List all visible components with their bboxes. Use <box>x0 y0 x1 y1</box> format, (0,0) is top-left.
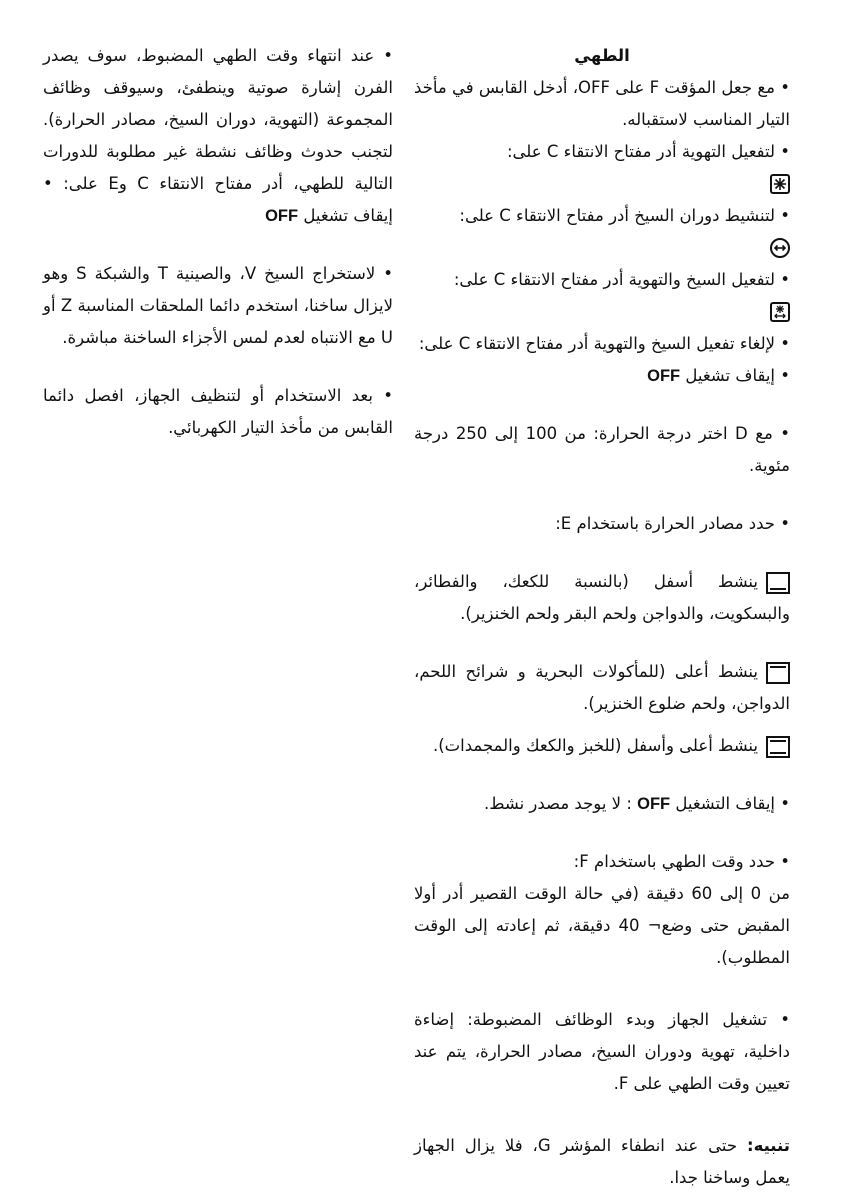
cooking-time-detail: من 0 إلى 60 دقيقة (في حالة الوقت القصير أدر أولا المقبض حتى وضع¬ 40 دقيقة، ثم إعادته إلى الوقت المطلوب). <box>414 884 790 967</box>
warning-label: تنبيه: <box>746 1136 790 1155</box>
end-of-cooking-text: • عند انتهاء وقت الطهي المضبوط، سوف يصدر الفرن إشارة صوتية وينطفئ، وسيوقف وظائف المجموعة (التهوية، دوران السيخ، مصادر الحرارة). لتجنب حدوث وظائف نشطة غير مطلوبة للدورات التالية للطهي، أدر مفتاح الانتقاء C وE على: • إيقاف تشغيل <box>43 46 393 225</box>
off-no-source-post: : لا يوجد مصدر نشط. <box>483 794 638 813</box>
section-heading: الطهي <box>574 46 630 65</box>
heat-top-bottom-text: ينشط أعلى وأسفل (للخبز والكعك والمجمدات). <box>432 736 758 755</box>
unplug-instruction: • بعد الاستخدام أو لتنظيف الجهاز، افصل دائما القابس من مأخذ التيار الكهربائي. <box>43 386 393 437</box>
fan-icon <box>770 174 790 194</box>
heat-bottom-text: ينشط أسفل (بالنسبة للكعك، والفطائر، والبسكويت، والدواجن ولحم البقر ولحم الخنزير). <box>414 572 790 623</box>
spit-rotation-icon <box>770 238 790 258</box>
top-heat-icon <box>766 662 790 684</box>
off-label: OFF <box>637 795 671 813</box>
left-column <box>43 40 393 444</box>
warning-note <box>414 1130 790 1194</box>
spit-instruction: • لتنشيط دوران السيخ أدر مفتاح الانتقاء C على: <box>459 206 790 225</box>
bottom-heat-icon <box>766 572 790 594</box>
start-appliance-instruction: • تشغيل الجهاز وبدء الوظائف المضبوطة: إضاءة داخلية، تهوية ودوران السيخ، مصادر الحرارة، يتم عند تعيين وقت الطهي على F. <box>414 1010 790 1093</box>
spit-fan-icon <box>770 302 790 322</box>
end-of-cooking-instruction <box>43 40 393 232</box>
timer-instruction: • مع جعل المؤقت F على OFF، أدخل القابس في مأخذ التيار المناسب لاستقباله. <box>414 78 790 129</box>
right-column <box>414 40 790 1194</box>
heat-top-text: ينشط أعلى (للمأكولات البحرية و شرائح اللحم، الدواجن، ولحم ضلوع الخنزير). <box>414 662 790 713</box>
disable-spit-fan-instruction: • لإلغاء تفعيل السيخ والتهوية أدر مفتاح الانتقاء C على: <box>418 334 790 353</box>
off-label: OFF <box>265 207 299 225</box>
off-no-source-instruction <box>414 788 790 820</box>
fan-symbol-row <box>414 168 790 200</box>
cooking-time-instruction: • حدد وقت الطهي باستخدام F: <box>573 852 790 871</box>
turn-off-instruction <box>414 360 790 392</box>
heat-bottom-item <box>414 566 790 630</box>
heat-top-bottom-item <box>414 730 790 762</box>
off-no-source-pre: • إيقاف التشغيل <box>670 794 790 813</box>
spit-symbol-row <box>414 232 790 264</box>
heat-top-item <box>414 656 790 720</box>
warning-text: حتى عند انطفاء المؤشر G، فلا يزال الجهاز يعمل وساخنا جدا. <box>414 1136 790 1187</box>
spit-fan-instruction: • لتفعيل السيخ والتهوية أدر مفتاح الانتقاء C على: <box>453 270 790 289</box>
fan-instruction: • لتفعيل التهوية أدر مفتاح الانتقاء C على: <box>507 142 790 161</box>
spit-fan-symbol-row <box>414 296 790 328</box>
off-label: OFF <box>647 367 681 385</box>
temperature-instruction: • مع D اختر درجة الحرارة: من 100 إلى 250 درجة مئوية. <box>414 424 791 475</box>
heat-source-instruction: • حدد مصادر الحرارة باستخدام E: <box>555 514 790 533</box>
top-bottom-heat-icon <box>766 736 790 758</box>
turn-off-text: • إيقاف تشغيل <box>680 366 790 385</box>
remove-accessories-instruction: • لاستخراج السيخ V، والصينية T والشبكة S وهو لايزال ساخنا، استخدم دائما الملحقات المناسبة Z أو U مع الانتباه لعدم لمس الأجزاء الساخنة مباشرة. <box>43 264 393 347</box>
